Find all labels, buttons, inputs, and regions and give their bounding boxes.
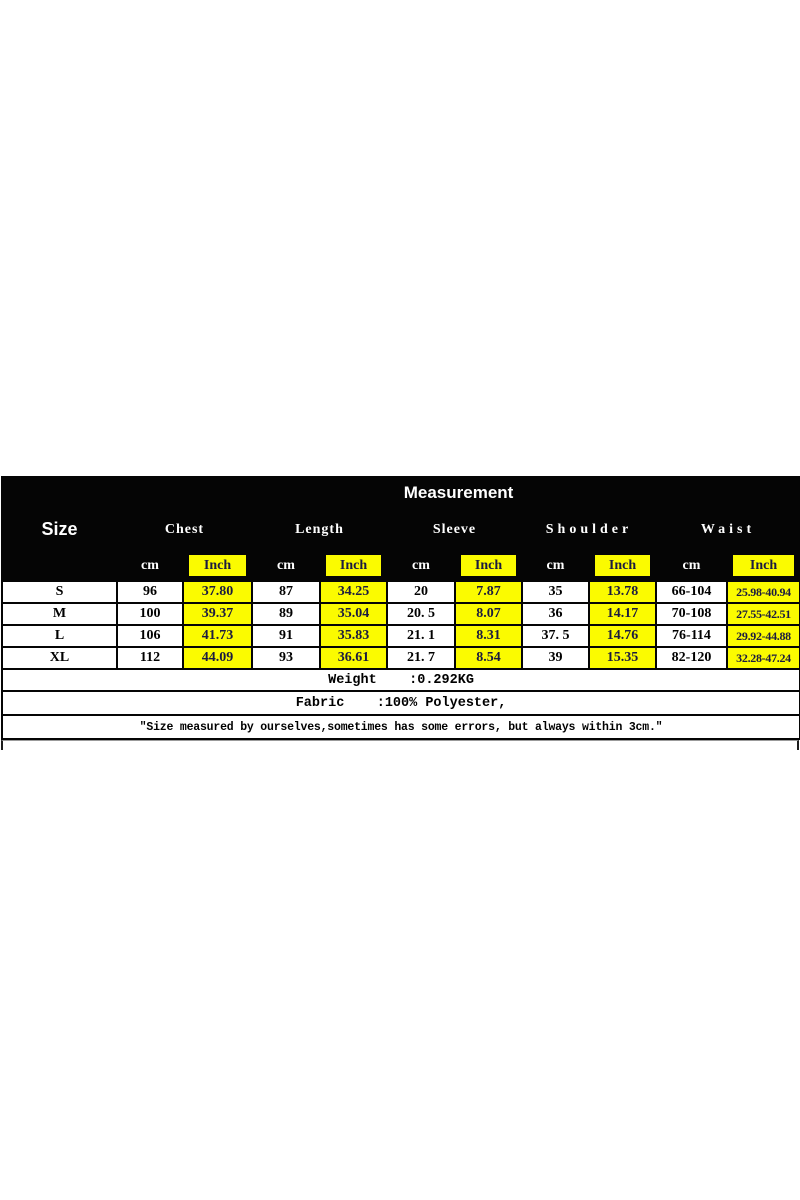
value-cell: 44.09 <box>183 647 252 669</box>
section-header-length: Length <box>252 509 387 550</box>
value-cell: 8.31 <box>455 625 522 647</box>
table-row-s <box>2 581 800 603</box>
value-cell: 34.25 <box>320 581 387 603</box>
inch-highlight: Inch <box>189 555 246 576</box>
table-row-m <box>2 603 800 625</box>
fabric-row <box>2 691 800 715</box>
waist-inch-header <box>727 550 800 581</box>
weight-text: Weight :0.292KG <box>2 669 800 691</box>
value-cell: 66-104 <box>656 581 727 603</box>
value-cell: 35.04 <box>320 603 387 625</box>
chest-cm-header: cm <box>117 550 183 581</box>
value-cell: 25.98-40.94 <box>727 581 800 603</box>
value-cell: 36.61 <box>320 647 387 669</box>
value-cell: 20. 5 <box>387 603 455 625</box>
value-cell: 29.92-44.88 <box>727 625 800 647</box>
size-header-cell: Size <box>2 477 117 581</box>
value-cell: 96 <box>117 581 183 603</box>
value-cell: 20 <box>387 581 455 603</box>
value-cell: 106 <box>117 625 183 647</box>
value-cell: 39 <box>522 647 589 669</box>
size-cell: XL <box>2 647 117 669</box>
value-cell: 82-120 <box>656 647 727 669</box>
sleeve-inch-header <box>455 550 522 581</box>
value-cell: 15.35 <box>589 647 656 669</box>
inch-highlight: Inch <box>461 555 516 576</box>
length-inch-header <box>320 550 387 581</box>
measurement-title-cell: Measurement <box>117 477 800 509</box>
value-cell: 21. 7 <box>387 647 455 669</box>
table-row-l <box>2 625 800 647</box>
sleeve-cm-header: cm <box>387 550 455 581</box>
value-cell: 37. 5 <box>522 625 589 647</box>
shoulder-inch-header <box>589 550 656 581</box>
value-cell: 35 <box>522 581 589 603</box>
note-text: ″Size measured by ourselves,sometimes has some errors, but always within 3cm.″ <box>2 715 800 739</box>
value-cell: 8.07 <box>455 603 522 625</box>
inch-highlight: Inch <box>326 555 381 576</box>
section-header-sleeve: Sleeve <box>387 509 522 550</box>
value-cell: 14.17 <box>589 603 656 625</box>
value-cell: 7.87 <box>455 581 522 603</box>
value-cell: 93 <box>252 647 320 669</box>
measurement-table <box>1 476 800 740</box>
size-cell: S <box>2 581 117 603</box>
value-cell: 13.78 <box>589 581 656 603</box>
value-cell: 41.73 <box>183 625 252 647</box>
value-cell: 8.54 <box>455 647 522 669</box>
fabric-text: Fabric :100% Polyester, <box>2 691 800 715</box>
table-bottom-edge <box>1 740 799 750</box>
value-cell: 89 <box>252 603 320 625</box>
value-cell: 36 <box>522 603 589 625</box>
section-header-row <box>2 509 800 550</box>
title-row <box>2 477 800 509</box>
note-row <box>2 715 800 739</box>
value-cell: 112 <box>117 647 183 669</box>
value-cell: 70-108 <box>656 603 727 625</box>
value-cell: 87 <box>252 581 320 603</box>
value-cell: 76-114 <box>656 625 727 647</box>
size-chart-wrapper <box>1 476 799 750</box>
chest-inch-header <box>183 550 252 581</box>
value-cell: 27.55-42.51 <box>727 603 800 625</box>
value-cell: 37.80 <box>183 581 252 603</box>
value-cell: 100 <box>117 603 183 625</box>
waist-cm-header: cm <box>656 550 727 581</box>
value-cell: 35.83 <box>320 625 387 647</box>
size-cell: M <box>2 603 117 625</box>
length-cm-header: cm <box>252 550 320 581</box>
section-header-shoulder: Shoulder <box>522 509 656 550</box>
size-cell: L <box>2 625 117 647</box>
value-cell: 21. 1 <box>387 625 455 647</box>
weight-row <box>2 669 800 691</box>
inch-highlight: Inch <box>595 555 650 576</box>
unit-header-row <box>2 550 800 581</box>
section-header-waist: Waist <box>656 509 800 550</box>
value-cell: 32.28-47.24 <box>727 647 800 669</box>
table-row-xl <box>2 647 800 669</box>
value-cell: 91 <box>252 625 320 647</box>
value-cell: 39.37 <box>183 603 252 625</box>
section-header-chest: Chest <box>117 509 252 550</box>
shoulder-cm-header: cm <box>522 550 589 581</box>
value-cell: 14.76 <box>589 625 656 647</box>
inch-highlight: Inch <box>733 555 794 576</box>
